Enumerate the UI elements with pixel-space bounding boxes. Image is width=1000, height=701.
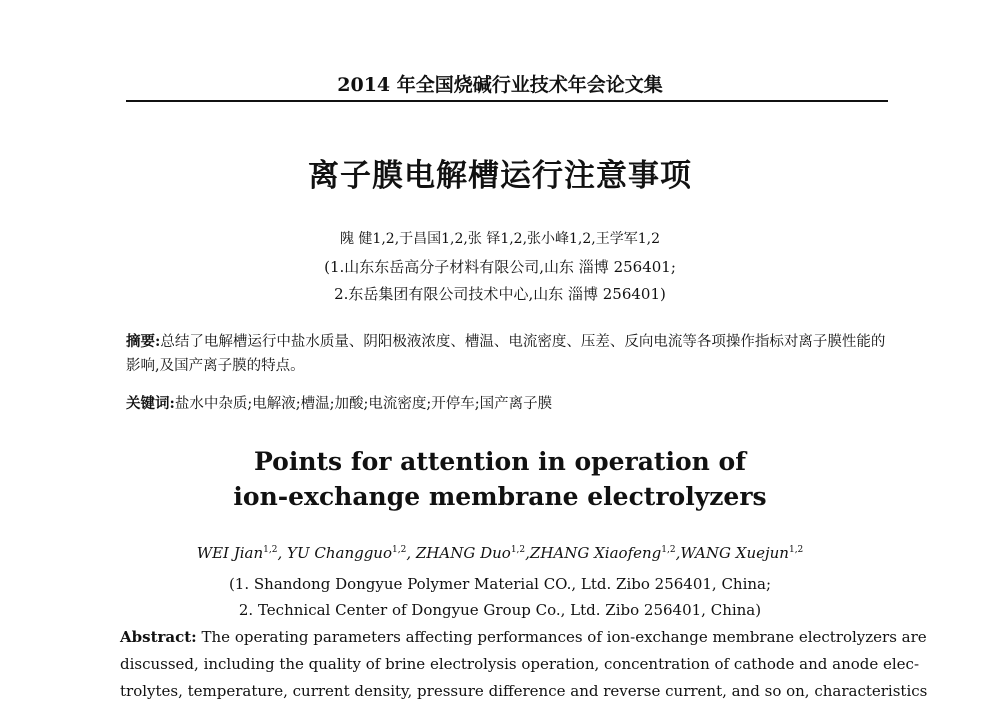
english-abstract-line-2: discussed, including the quality of brine electrolysis operation, concentration of cathode and anode elec- (120, 655, 920, 673)
author-name: ZHANG Xiaofeng (529, 544, 662, 562)
english-authors (0, 544, 1000, 562)
english-affiliation-1: (1. Shandong Dongyue Polymer Material CO., Ltd. Zibo 256401, China; (228, 575, 772, 593)
chinese-keywords-label: 关键词: (126, 395, 175, 412)
chinese-keywords (126, 392, 886, 416)
author-name: WANG Xuejun (680, 544, 789, 562)
author-separator: , (525, 544, 530, 562)
chinese-abstract-label: 摘要: (126, 333, 161, 350)
english-title-line-2: ion-exchange membrane electrolyzers (233, 482, 767, 511)
english-abstract-line-1 (120, 628, 927, 646)
chinese-abstract (126, 330, 886, 378)
chinese-affiliation-1: (1.山东东岳高分子材料有限公司,山东 淄博 256401; (324, 258, 676, 276)
chinese-authors: 隗 健1,2,于昌国1,2,张 铎1,2,张小峰1,2,王学军1,2 (339, 231, 661, 247)
english-affiliation-2: 2. Technical Center of Dongyue Group Co., Ltd. Zibo 256401, China) (238, 601, 762, 619)
author-separator: , (675, 544, 681, 562)
running-header: 2014 年全国烧碱行业技术年会论文集 (337, 74, 663, 96)
author-separator: , (277, 544, 288, 562)
author-affiliation-mark: 1,2 (788, 545, 804, 555)
chinese-abstract-text: 总结了电解槽运行中盐水质量、阴阳极液浓度、槽温、电流密度、压差、反向电流等各项操作指标对离子膜性能的影响,及国产离子膜的特点。 (126, 334, 886, 374)
author-name: WEI Jian (196, 544, 264, 562)
english-title-line-1: Points for attention in operation of (254, 447, 746, 476)
chinese-affiliation-2: 2.东岳集团有限公司技术中心,山东 淄博 256401) (334, 285, 666, 303)
author-separator: , (406, 544, 416, 562)
english-abstract-text: The operating parameters affecting performances of ion-exchange membrane electrolyzers are (201, 628, 927, 646)
author-affiliation-mark: 1,2 (510, 545, 526, 555)
header-rule (126, 100, 888, 102)
author-affiliation-mark: 1,2 (661, 545, 676, 555)
author-affiliation-mark: 1,2 (392, 545, 407, 555)
author-name: ZHANG Duo (415, 544, 511, 562)
author-name: YU Changguo (287, 544, 392, 562)
chinese-keywords-text: 盐水中杂质;电解液;槽温;加酸;电流密度;开停车;国产离子膜 (174, 396, 553, 412)
english-abstract-line-3: trolytes, temperature, current density, pressure difference and reverse current, and so on, characteristics (120, 682, 928, 700)
author-affiliation-mark: 1,2 (263, 545, 278, 555)
english-abstract-label: Abstract: (120, 628, 197, 646)
chinese-title: 离子膜电解槽运行注意事项 (308, 158, 692, 194)
